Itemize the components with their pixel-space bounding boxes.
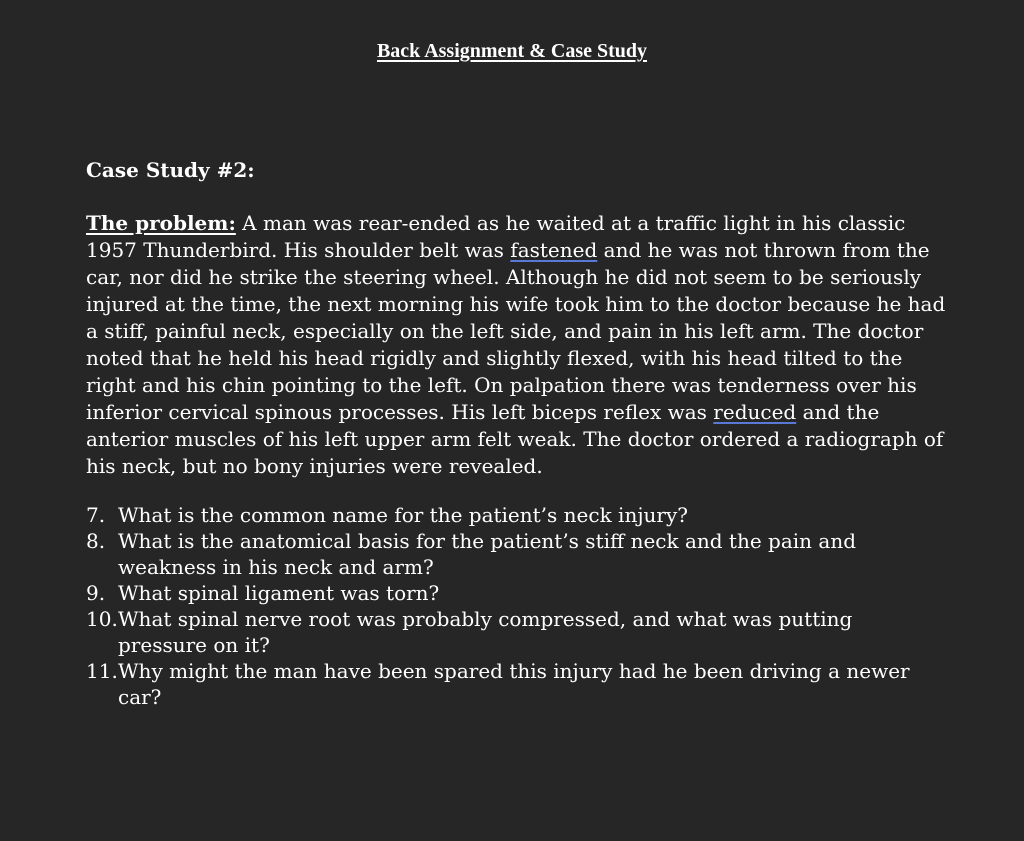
spellcheck-word-fastened[interactable]: fastened <box>510 238 598 262</box>
problem-line: anterior muscles of his left upper arm felt weak. The doctor ordered a radiograph of <box>86 427 944 451</box>
problem-text: and the <box>796 400 880 424</box>
problem-text: 1957 Thunderbird. His shoulder belt was <box>86 238 511 262</box>
problem-line: right and his chin pointing to the left. On palpation there was tenderness over his <box>86 373 917 397</box>
question-item <box>86 658 966 710</box>
problem-line <box>86 210 966 237</box>
problem-line: injured at the time, the next morning his wife took him to the doctor because he had <box>86 292 946 316</box>
question-line: pressure on it? <box>118 633 270 657</box>
question-line: What spinal nerve root was probably compressed, and what was putting <box>118 607 853 631</box>
question-item <box>86 606 966 658</box>
question-number: 10. <box>86 607 118 631</box>
problem-text: A man was rear-ended as he waited at a traffic light in his classic <box>235 211 906 235</box>
problem-line: car, nor did he strike the steering wheel. Although he did not seem to be seriously <box>86 265 922 289</box>
case-study-heading: Case Study #2: <box>86 158 255 182</box>
question-line: car? <box>118 685 162 709</box>
question-line: weakness in his neck and arm? <box>118 555 434 579</box>
question-list <box>86 502 966 710</box>
problem-text: and he was not thrown from the <box>597 238 930 262</box>
problem-line: a stiff, painful neck, especially on the left side, and pain in his left arm. The doctor <box>86 319 924 343</box>
problem-label: The problem: <box>86 211 236 235</box>
problem-line <box>86 237 966 264</box>
question-text <box>118 528 966 580</box>
question-item <box>86 502 966 528</box>
problem-paragraph <box>86 210 966 480</box>
problem-line <box>86 399 966 426</box>
question-text <box>118 580 966 606</box>
problem-text: inferior cervical spinous processes. His left biceps reflex was <box>86 400 714 424</box>
question-number: 7. <box>86 503 106 527</box>
question-line: Why might the man have been spared this injury had he been driving a newer <box>118 659 910 683</box>
question-line: What spinal ligament was torn? <box>118 581 440 605</box>
document-title: Back Assignment & Case Study <box>376 40 648 62</box>
question-number: 11. <box>86 659 118 683</box>
question-line: What is the common name for the patient’s neck injury? <box>118 503 688 527</box>
problem-line: his neck, but no bony injuries were revealed. <box>86 454 543 478</box>
question-item <box>86 528 966 580</box>
spellcheck-word-reduced[interactable]: reduced <box>713 400 797 424</box>
question-number: 8. <box>86 529 106 553</box>
question-text <box>118 606 966 658</box>
question-line: What is the anatomical basis for the patient’s stiff neck and the pain and <box>118 529 857 553</box>
question-text <box>118 502 966 528</box>
question-item <box>86 580 966 606</box>
problem-line: noted that he held his head rigidly and slightly flexed, with his head tilted to the <box>86 346 903 370</box>
question-text <box>118 658 966 710</box>
question-number: 9. <box>86 581 106 605</box>
